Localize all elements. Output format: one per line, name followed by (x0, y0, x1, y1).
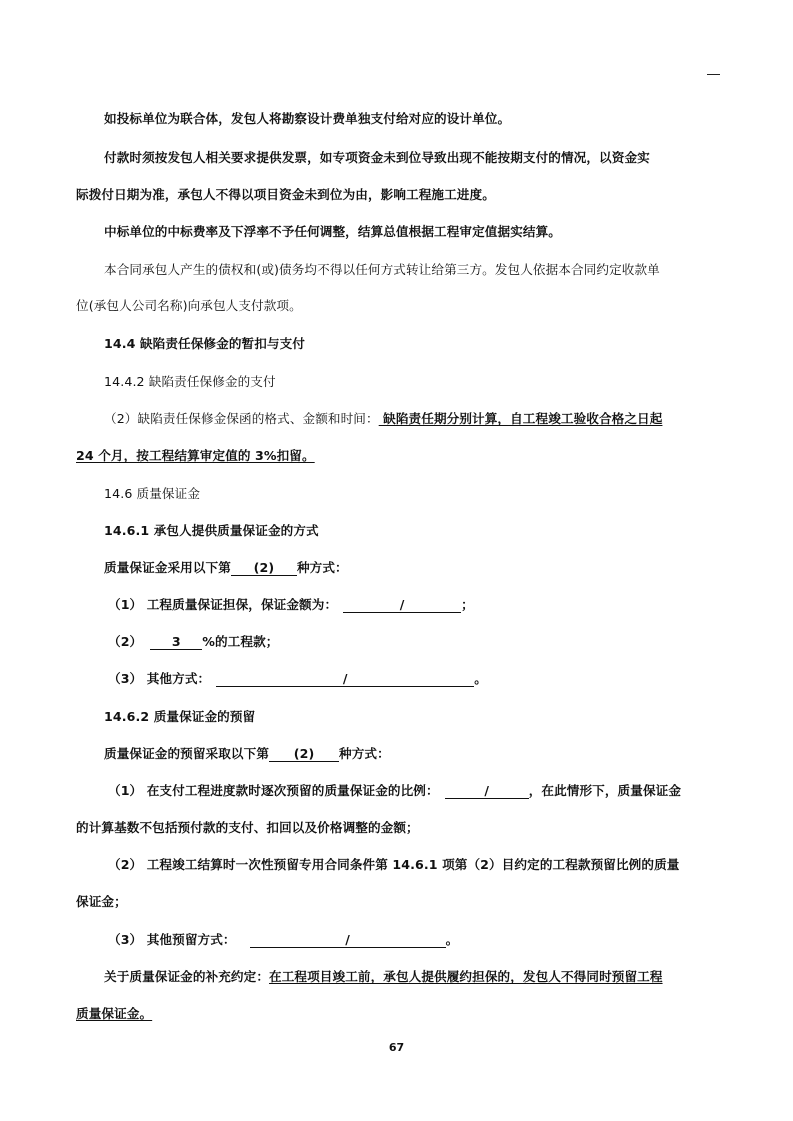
reserve-1-line2: 的计算基数不包括预付款的支付、扣回以及价格调整的金额； (76, 820, 419, 835)
method-2-suffix: %的工程款； (202, 634, 279, 649)
reserve-selection (104, 746, 744, 762)
paragraph-debt-line1: 本合同承包人产生的债权和(或)债务均不得以任何方式转让给第三方。发包人依据本合同约定收款单 (104, 262, 660, 277)
paragraph-debt-line2: 位(承包人公司名称)向承包人支付款项。 (76, 298, 302, 313)
reserve-3-line (108, 932, 748, 948)
reserve-suffix: 种方式： (339, 746, 390, 761)
method-3-label: （3） 其他方式： (108, 671, 211, 686)
section-14-4-2-heading: 14.4.2 缺陷责任保修金的支付 (104, 374, 276, 389)
method-selection (104, 560, 744, 576)
reserve-2-line1: （2） 工程竣工结算时一次性预留专用合同条件第 14.6.1 项第（2）目约定的工程款预留比例的质量 (108, 857, 680, 872)
reserve-3-end: 。 (445, 932, 459, 947)
item-2-bond-line1 (104, 411, 744, 427)
method-2-label: （2） (108, 634, 143, 649)
reserve-3-label: （3） 其他预留方式： (108, 932, 236, 947)
method-2-line (108, 634, 748, 650)
reserve-1-value-field: / (445, 783, 529, 799)
section-14-6-heading: 14.6 质量保证金 (104, 486, 201, 501)
method-1-end: ； (461, 597, 474, 612)
method-1-label: （1） 工程质量保证担保，保证金额为： (108, 597, 338, 612)
supplement-label: 关于质量保证金的补充约定： (104, 969, 270, 984)
method-value-field: (2) (231, 560, 297, 576)
method-1-line (108, 597, 748, 613)
paragraph-bid-rate: 中标单位的中标费率及下浮率不予任何调整，结算总值根据工程审定值据实结算。 (104, 224, 561, 239)
item-2-label: （2）缺陷责任保修金保函的格式、金额和时间： (104, 411, 379, 426)
supplement-value-line2: 质量保证金。 (76, 1006, 153, 1021)
method-3-line (108, 671, 748, 687)
reserve-3-value-field: / (250, 932, 446, 948)
page-number: 67 (388, 1041, 405, 1054)
section-14-6-1-heading: 14.6.1 承包人提供质量保证金的方式 (104, 523, 319, 538)
method-3-end: 。 (474, 671, 487, 686)
method-2-value-field: 3 (150, 634, 202, 650)
section-14-4-heading: 14.4 缺陷责任保修金的暂扣与支付 (104, 336, 305, 351)
item-2-value-line1: 缺陷责任期分别计算，自工程竣工验收合格之日起 (378, 411, 663, 426)
paragraph-joint-venture: 如投标单位为联合体，发包人将勘察设计费单独支付给对应的设计单位。 (104, 111, 511, 126)
section-14-6-2-heading: 14.6.2 质量保证金的预留 (104, 709, 256, 724)
reserve-prefix: 质量保证金的预留采取以下第 (104, 746, 270, 761)
reserve-1-line1 (108, 783, 748, 799)
reserve-2-line2: 保证金； (76, 894, 127, 909)
item-2-value-line2: 24 个月，按工程结算审定值的 3%扣留。 (76, 448, 315, 463)
supplement-value-line1: 在工程项目竣工前，承包人提供履约担保的，发包人不得同时预留工程 (269, 969, 663, 984)
supplement-line1 (104, 969, 744, 985)
method-suffix: 种方式： (296, 560, 348, 575)
reserve-1-label: （1） 在支付工程进度款时逐次预留的质量保证金的比例： (108, 783, 439, 798)
header-dash (707, 74, 720, 75)
method-prefix: 质量保证金采用以下第 (104, 560, 231, 575)
paragraph-invoice-line2: 际拨付日期为准，承包人不得以项目资金未到位为由，影响工程施工进度。 (76, 187, 495, 202)
paragraph-invoice-line1: 付款时须按发包人相关要求提供发票，如专项资金未到位导致出现不能按期支付的情况，以资金实 (104, 150, 650, 165)
method-1-value-field: / (343, 597, 461, 613)
method-3-value-field: / (216, 671, 474, 687)
reserve-value-field: (2) (269, 746, 339, 762)
reserve-1-tail: ，在此情形下，质量保证金 (528, 783, 682, 798)
